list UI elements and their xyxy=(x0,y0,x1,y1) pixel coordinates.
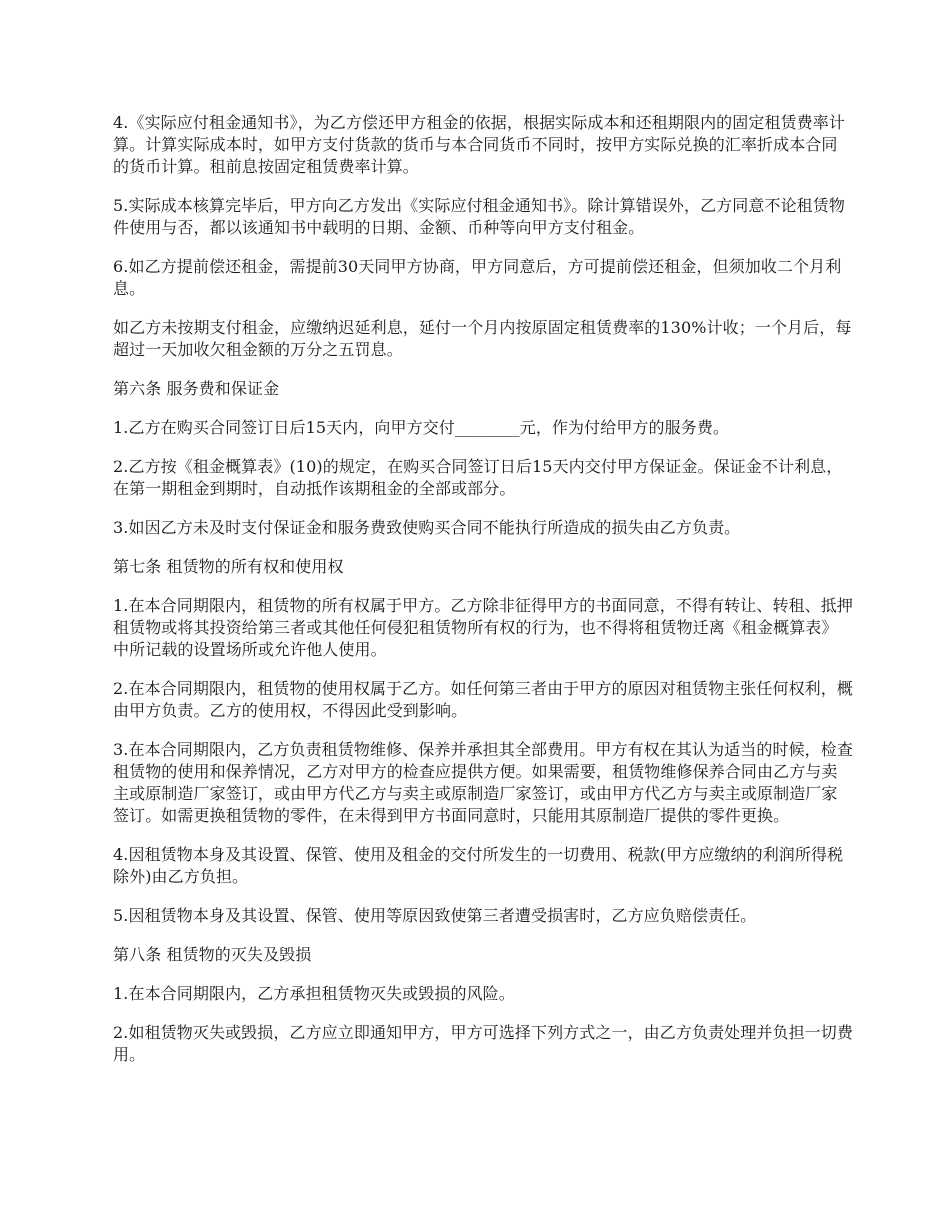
article-7-heading: 第七条 租赁物的所有权和使用权 xyxy=(113,557,344,576)
article-7-item-1: 1.在本合同期限内，租赁物的所有权属于甲方。乙方除非征得甲方的书面同意，不得有转让、转租、抵押租赁物或将其投资给第三者或其他任何侵犯租赁物所有权的行为，也不得将租赁物迁离《租金概算表》中所记载的设置场所或允许他人使用。 xyxy=(113,596,853,659)
article-7-item-2: 2.在本合同期限内，租赁物的使用权属于乙方。如任何第三者由于甲方的原因对租赁物主张任何权利，概由甲方负责。乙方的使用权，不得因此受到影响。 xyxy=(113,679,853,720)
article-7-item-5: 5.因租赁物本身及其设置、保管、使用等原因致使第三者遭受损害时，乙方应负赔偿责任。 xyxy=(113,906,757,925)
article-7-item-3: 3.在本合同期限内，乙方负责租赁物维修、保养并承担其全部费用。甲方有权在其认为适当的时候，检查租赁物的使用和保养情况，乙方对甲方的检查应提供方便。如果需要，租赁物维修保养合同由乙方与卖主或原制造厂家签订，或由甲方代乙方与卖主或原制造厂家签订，或由甲方代乙方与卖主或原制造厂家签订。如需更换租赁物的零件，在未得到甲方书面同意时，只能用其原制造厂提供的零件更换。 xyxy=(113,740,853,825)
late-payment-interest: 如乙方未按期支付租金，应缴纳迟延利息，延付一个月内按原固定租赁费率的130%计收；一个月后，每超过一天加收欠租金额的万分之五罚息。 xyxy=(113,318,852,359)
article-7-item-4: 4.因租赁物本身及其设置、保管、使用及租金的交付所发生的一切费用、税款(甲方应缴纳的利润所得税除外)由乙方负担。 xyxy=(113,845,844,886)
clause-6-early-repayment: 6.如乙方提前偿还租金，需提前30天同甲方协商，甲方同意后，方可提前偿还租金，但须加收二个月利息。 xyxy=(113,257,842,298)
article-6-item-2: 2.乙方按《租金概算表》(10)的规定，在购买合同签订日后15天内交付甲方保证金。保证金不计利息，在第一期租金到期时，自动抵作该期租金的全部或部分。 xyxy=(113,457,843,498)
article-6-item-3: 3.如因乙方未及时支付保证金和服务费致使购买合同不能执行所造成的损失由乙方负责。 xyxy=(113,518,741,537)
clause-4-rent-notice: 4.《实际应付租金通知书》，为乙方偿还甲方租金的依据，根据实际成本和还租期限内的固定租赁费率计算。计算实际成本时，如甲方支付货款的货币与本合同货币不同时，按甲方实际兑换的汇率折成本合同的货币计算。租前息按固定租赁费率计算。 xyxy=(113,113,845,176)
document-body xyxy=(113,112,853,1083)
article-8-heading: 第八条 租赁物的灭失及毁损 xyxy=(113,945,312,964)
article-8-item-1: 1.在本合同期限内，乙方承担租赁物灭失或毁损的风险。 xyxy=(113,984,515,1003)
article-8-item-2: 2.如租赁物灭失或毁损，乙方应立即通知甲方，甲方可选择下列方式之一，由乙方负责处理并负担一切费用。 xyxy=(113,1023,853,1064)
article-6-item-1: 1.乙方在购买合同签订日后15天内，向甲方交付________元，作为付给甲方的服务费。 xyxy=(113,418,730,437)
clause-5-cost-settlement: 5.实际成本核算完毕后，甲方向乙方发出《实际应付租金通知书》。除计算错误外，乙方同意不论租赁物件使用与否，都以该通知书中载明的日期、金额、币种等向甲方支付租金。 xyxy=(113,196,845,237)
article-6-heading: 第六条 服务费和保证金 xyxy=(113,379,280,398)
